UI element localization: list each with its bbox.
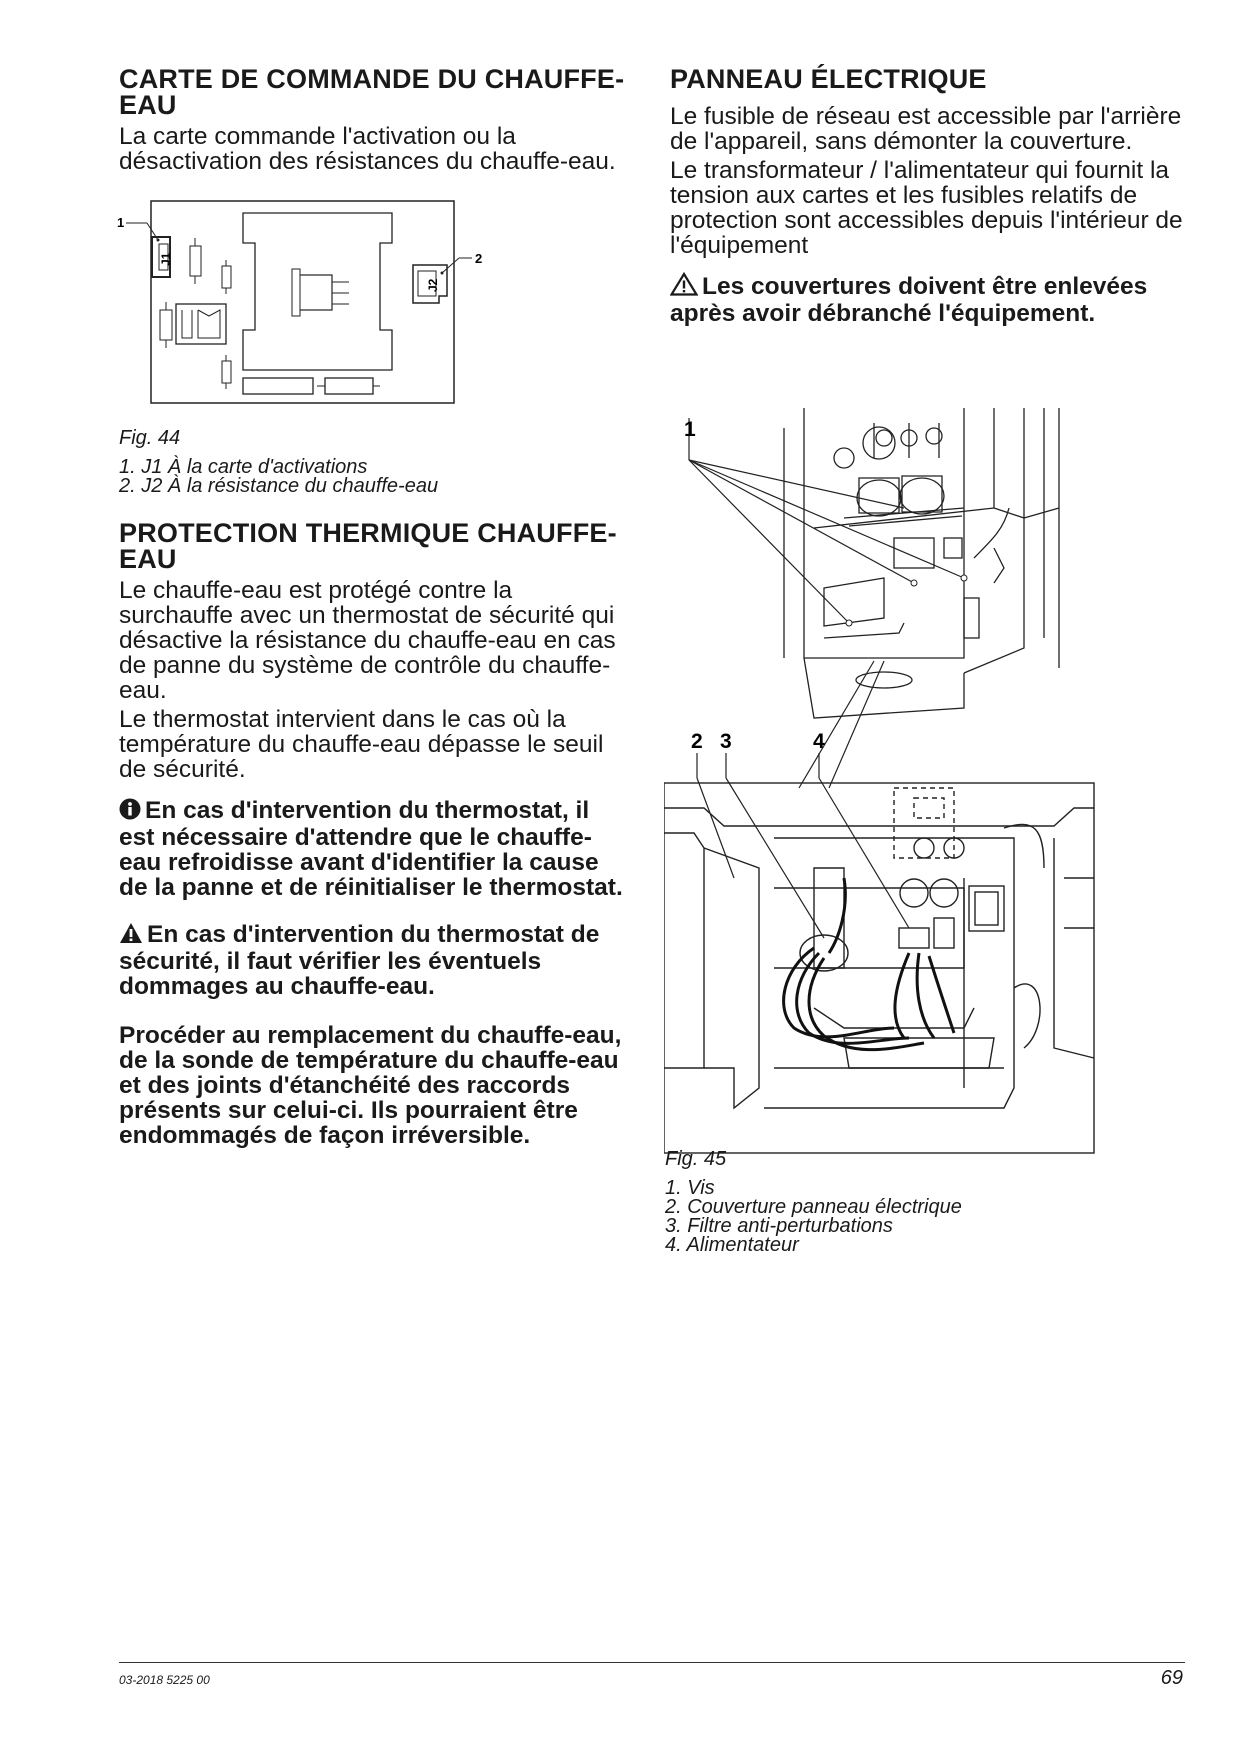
info-note [119,798,629,900]
page-number: 69 [1160,1667,1183,1689]
fig45-callout-4: 4 [813,730,825,753]
fig45-callout-3: 3 [720,730,732,753]
fig44-legend-item: 1. J1 À la carte d'activations [119,456,368,478]
fig44-caption: Fig. 44 [119,427,181,449]
thermal-protection-p2: Le thermostat intervient dans le cas où la température du chauffe-eau dépasse le seuil de sécurité. [119,706,604,783]
electric-panel-illustration [664,408,1104,1158]
control-board-diagram [112,198,492,408]
fig45-legend [665,1179,1085,1255]
fig44-legend-item: 2. J2 À la résistance du chauffe-eau [119,475,439,497]
left-column [119,66,629,174]
info-circle-icon [119,798,141,825]
covers-warning-note [670,272,1190,326]
figure-44-diagram [112,198,492,408]
figure-45-illustration [664,408,1104,1158]
footer-document-code: 03-2018 5225 00 [119,1673,210,1687]
fig45-callout-2: 2 [691,730,703,753]
info-note-text: En cas d'intervention du thermostat, il est nécessaire d'attendre que le chauffe-eau refroidisse avant d'identifier la cause de la panne et de réinitialiser le thermostat. [119,797,623,901]
section-title-electric-panel: PANNEAU ÉLECTRIQUE [670,64,987,94]
fig45-legend-item: 4. Alimentateur [665,1234,799,1256]
figure-45-caption-block [665,1150,1085,1255]
fig45-caption: Fig. 45 [665,1148,727,1170]
right-column [670,66,1190,326]
figure-44-caption-block [119,429,619,496]
section-title-thermal-protection: PROTECTION THERMIQUE CHAUFFE-EAU [119,518,617,574]
warning-triangle-outline-icon [670,272,698,301]
fig45-legend-item: 2. Couverture panneau électrique [665,1196,962,1218]
j1-label: J1 [159,252,173,266]
warning-note-text: En cas d'intervention du thermostat de sécurité, il faut vérifier les éventuels dommages au chauffe-eau. [119,921,600,1000]
section-title-control-board: CARTE DE COMMANDE DU CHAUFFE-EAU [119,64,625,120]
fig45-callout-1: 1 [684,418,696,441]
fig44-callout-2: 2 [475,251,483,266]
warning-triangle-filled-icon [119,922,143,949]
covers-warning-text: Les couvertures doivent être enlevées après avoir débranché l'équipement. [670,273,1148,327]
warning-note [119,922,629,999]
fig44-legend [119,458,619,496]
thermal-protection-p1: Le chauffe-eau est protégé contre la surchauffe avec un thermostat de sécurité qui désactive la résistance du chauffe-eau en cas de panne du système de contrôle du chauffe-eau. [119,577,616,704]
fig45-legend-item: 1. Vis [665,1177,715,1199]
thermal-protection-section [119,520,629,1148]
control-board-text: La carte commande l'activation ou la désactivation des résistances du chauffe-eau. [119,123,616,175]
electric-panel-p2: Le transformateur / l'alimentateur qui fournit la tension aux cartes et les fusibles relatifs de protection sont accessibles depuis l'intérieur de l'équipement [670,157,1183,259]
footer-divider [119,1662,1185,1663]
fig45-legend-item: 3. Filtre anti-perturbations [665,1215,893,1237]
fig44-callout-1: 1 [117,215,125,230]
j2-label: J2 [426,278,440,292]
replacement-note: Procéder au remplacement du chauffe-eau, de la sonde de température du chauffe-eau et des joints d'étanchéité des raccords présents sur celui-ci. Ils pourraient être endommagés de façon irréversible. [119,1022,622,1149]
electric-panel-p1: Le fusible de réseau est accessible par l'arrière de l'appareil, sans démonter la couverture. [670,103,1182,155]
